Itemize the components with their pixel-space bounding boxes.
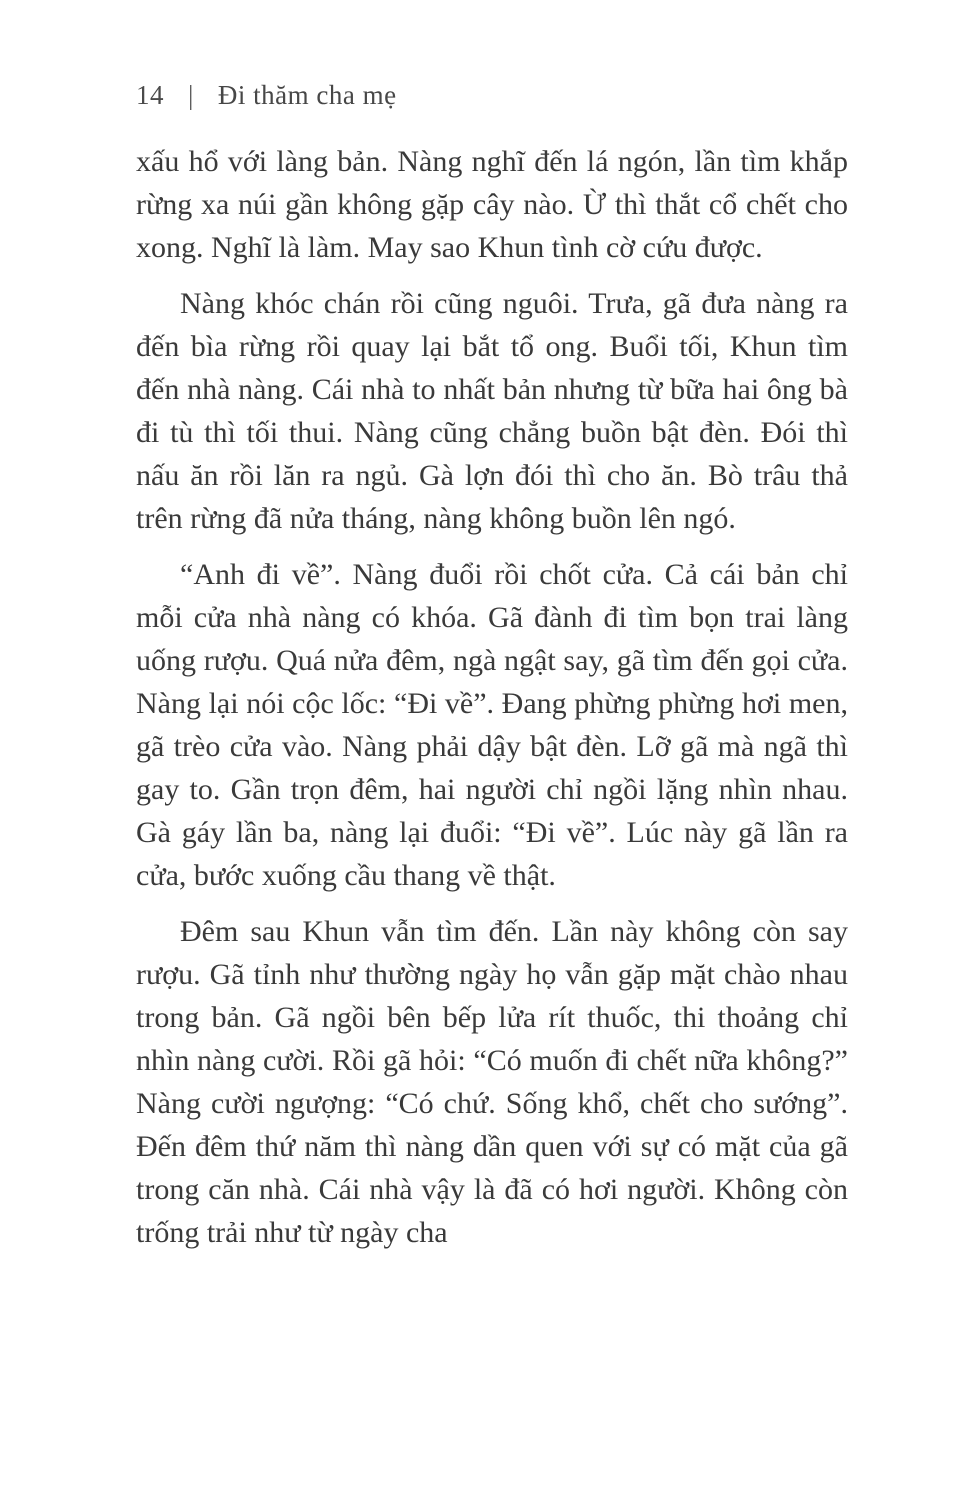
page-body <box>136 140 848 1267</box>
paragraph: Đêm sau Khun vẫn tìm đến. Lần này không còn say rượu. Gã tỉnh như thường ngày họ vẫn gặp mặt chào nhau trong bản. Gã ngồi bên bếp lửa rít thuốc, thi thoảng chỉ nhìn nàng cười. Rồi gã hỏi: “Có muốn đi chết nữa không?” Nàng cười ngượng: “Có chứ. Sống khổ, chết cho sướng”. Đến đêm thứ năm thì nàng dần quen với sự có mặt của gã trong căn nhà. Cái nhà vậy là đã có hơi người. Không còn trống trải như từ ngày cha <box>136 915 848 1249</box>
paragraph: xấu hổ với làng bản. Nàng nghĩ đến lá ngón, lần tìm khắp rừng xa núi gần không gặp cây nào. Ừ thì thắt cổ chết cho xong. Nghĩ là làm. May sao Khun tình cờ cứu được. <box>136 145 848 264</box>
paragraph: Nàng khóc chán rồi cũng nguôi. Trưa, gã đưa nàng ra đến bìa rừng rồi quay lại bắt tổ ong. Buổi tối, Khun tìm đến nhà nàng. Cái nhà to nhất bản nhưng từ bữa hai ông bà đi tù thì tối thui. Nàng cũng chẳng buồn bật đèn. Đói thì nấu ăn rồi lăn ra ngủ. Gà lợn đói thì cho ăn. Bò trâu thả trên rừng đã nửa tháng, nàng không buồn lên ngó. <box>136 287 848 535</box>
paragraph: “Anh đi về”. Nàng đuổi rồi chốt cửa. Cả cái bản chỉ mỗi cửa nhà nàng có khóa. Gã đành đi tìm bọn trai làng uống rượu. Quá nửa đêm, ngà ngật say, gã tìm đến gọi cửa. Nàng lại nói cộc lốc: “Đi về”. Đang phừng phừng hơi men, gã trèo cửa vào. Nàng phải dậy bật đèn. Lỡ gã mà ngã thì gay to. Gần trọn đêm, hai người chỉ ngồi lặng nhìn nhau. Gà gáy lần ba, nàng lại đuổi: “Đi về”. Lúc này gã lần ra cửa, bước xuống cầu thang về thật. <box>136 558 848 892</box>
header-separator: | <box>188 80 194 110</box>
book-title: Đi thăm cha mẹ <box>217 80 397 110</box>
running-header <box>136 80 397 111</box>
page-number: 14 <box>136 80 164 110</box>
